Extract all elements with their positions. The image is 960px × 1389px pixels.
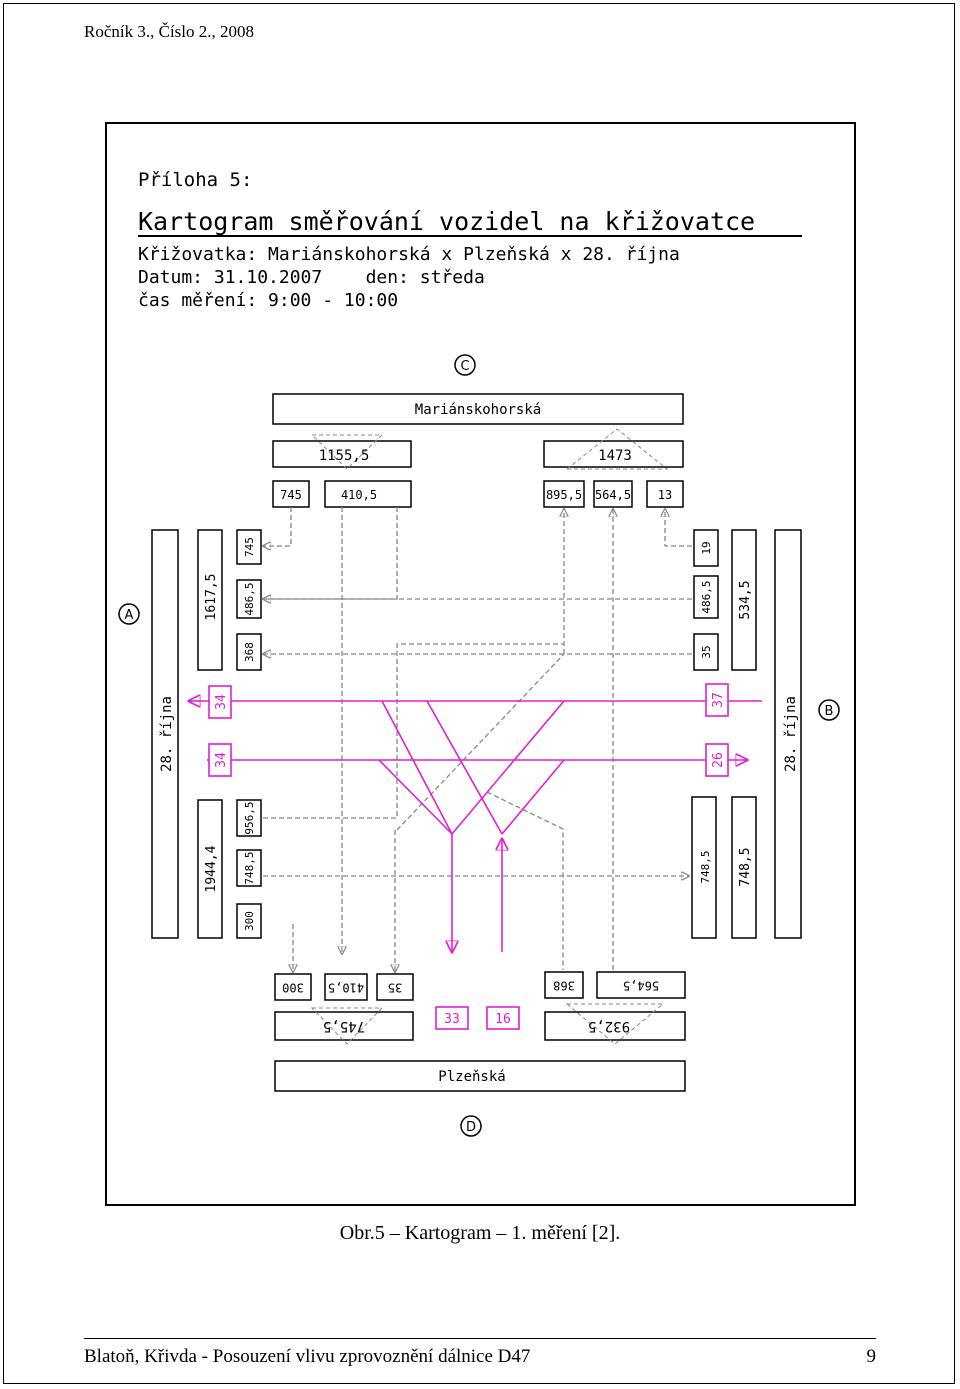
d-out-2: 564,5 (622, 978, 660, 993)
attachment-label: Příloha 5: (138, 169, 253, 191)
flow-diagonal-2 (487, 792, 563, 970)
ped-d1: 33 (444, 1012, 460, 1027)
a-lower-3: 300 (243, 911, 256, 931)
ped-crossing-v-2 (379, 760, 452, 834)
arm-a-letter: A (124, 608, 134, 623)
street-b-label: 28. října (783, 696, 799, 772)
d-in-3: 35 (387, 980, 403, 995)
arm-c-letter: C (460, 359, 470, 374)
flow-c-to-a-straight (263, 507, 397, 599)
diagram-title: Kartogram směřování vozidel na křižovatce (138, 207, 756, 236)
flow-b-to-c (665, 509, 692, 546)
figure-caption: Obr.5 – Kartogram – 1. měření [2]. (339, 1222, 621, 1244)
cartogram-diagram (107, 124, 854, 1204)
ped-crossing-v-3 (502, 760, 564, 834)
a-upper-2: 486,5 (243, 582, 256, 616)
ped-d2: 16 (495, 1012, 511, 1027)
ped-crossing-v-1 (382, 701, 564, 834)
d-in-2: 410,5 (327, 980, 365, 995)
d-in-total: 745,5 (322, 1018, 366, 1034)
c-in-right: 410,5 (340, 488, 378, 502)
pedestrian-flows (202, 701, 762, 952)
pedestrian-counts (209, 684, 728, 1029)
date-label: Datum: 31.10.2007 den: středa (138, 267, 485, 288)
c-in-left: 745 (280, 488, 302, 502)
vehicle-flows (263, 507, 692, 972)
footer-rule (84, 1338, 876, 1339)
ped-b1: 37 (711, 692, 726, 708)
footer-authors: Blatoň, Křivda - Posouzení vlivu zprovoznění dálnice D47 (84, 1346, 531, 1367)
d-in-1: 300 (282, 980, 304, 995)
a-lower-total: 1944,4 (204, 845, 219, 893)
b-lower-total: 748,5 (738, 847, 753, 887)
c-out-total: 1473 (598, 448, 632, 464)
flow-a-to-c-diagonal (263, 644, 564, 818)
page-number: 9 (866, 1346, 876, 1367)
b-lower-1: 748,5 (699, 850, 712, 884)
time-label: čas měření: 9:00 - 10:00 (138, 290, 399, 311)
c-in-total: 1155,5 (318, 448, 370, 464)
c-out-1: 895,5 (545, 488, 583, 502)
a-lower-2: 748,5 (243, 851, 256, 885)
d-out-total: 932,5 (587, 1018, 631, 1034)
street-c-label: Mariánskohorská (414, 402, 542, 418)
d-out-1: 368 (553, 978, 575, 993)
flow-c-to-a-right-turn (263, 507, 291, 546)
journal-header: Ročník 3., Číslo 2., 2008 (84, 22, 255, 41)
a-lower-1: 956,5 (243, 801, 256, 835)
intersection-label: Křižovatka: Mariánskohorská x Plzeňská x 28. října (138, 244, 680, 265)
ped-a1: 34 (214, 694, 229, 710)
c-out-3: 13 (657, 488, 673, 502)
arm-d-letter: D (465, 1120, 477, 1135)
arm-b-letter: B (824, 704, 834, 719)
b-upper-total: 534,5 (738, 580, 753, 620)
ped-a2: 34 (214, 752, 229, 768)
ped-b2: 26 (711, 752, 726, 768)
c-out-2: 564,5 (594, 488, 632, 502)
cartogram-figure (105, 122, 856, 1206)
a-upper-3: 368 (243, 642, 256, 662)
a-upper-1: 745 (243, 537, 256, 557)
street-a-label: 28. října (159, 696, 175, 772)
street-d-label: Plzeňská (438, 1069, 506, 1085)
b-upper-2: 486,5 (700, 580, 713, 614)
a-upper-total: 1617,5 (204, 573, 219, 621)
b-upper-1: 19 (700, 541, 713, 555)
b-upper-3: 35 (700, 645, 713, 659)
ped-crossing-v-4 (427, 701, 502, 834)
